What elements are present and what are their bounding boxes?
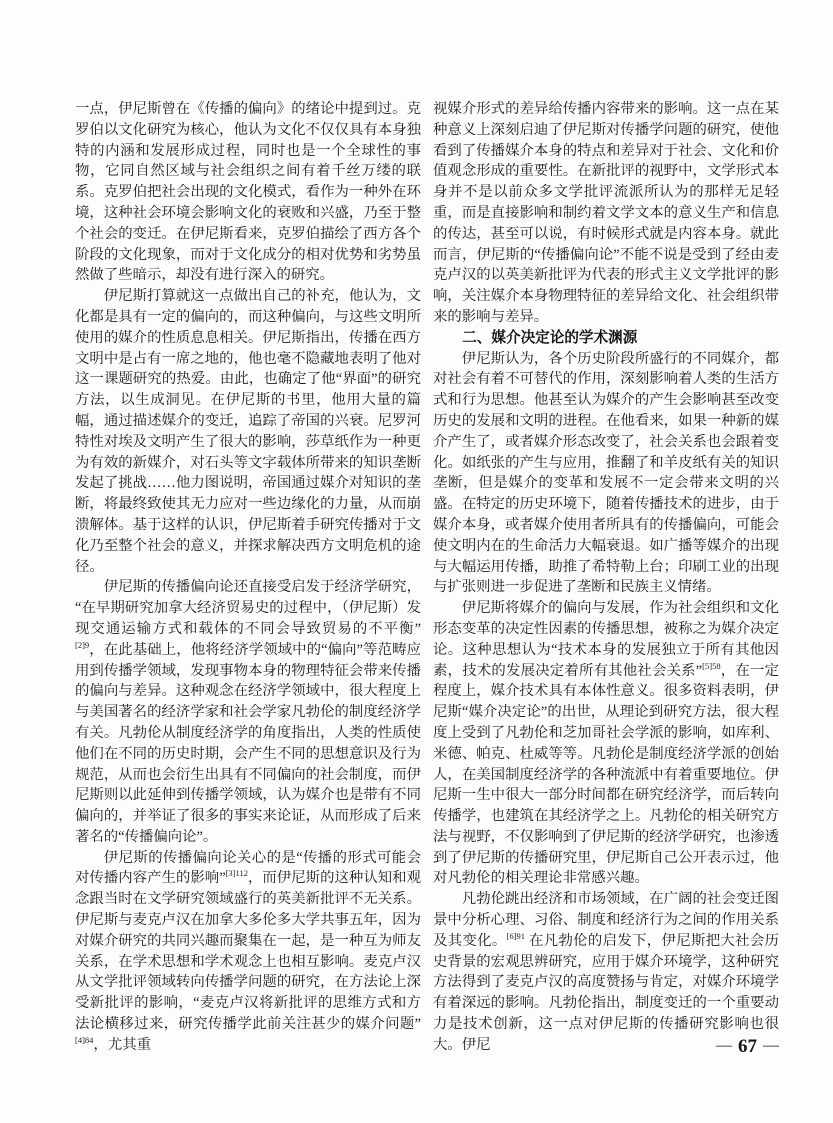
section-heading: 二、媒介决定论的学术渊源 <box>462 329 638 346</box>
page-number: 67 <box>738 1036 757 1057</box>
paragraph: 伊尼斯将媒介的偏向与发展，作为社会组织和文化形态变革的决定性因素的传播思想，被称之为媒介决定论。这种思想认为“技术本身的发展独立于所有其他因素，技术的发展决定着所有其他社会关系”$^{[5]58}$，在一定程度上，媒介技术具有本体性意义。很多资料表明，伊尼斯“媒介决定论”的出世，从理论到研究方法，很大程度上受到了凡勃伦和芝加哥社会学派的影响，如库利、米德、帕克、杜威等等。凡勃伦是制度经济学派的创始人，在美国制度经济学的各种流派中有着重要地位。伊尼斯一生中很大一部分时间都在研究经济学，而后转向传播学，也建筑在其经济学之上。凡勃伦的相关研究方法与视野，不仅影响到了伊尼斯的经济学研究，也渗透到了伊尼斯的传播研究里，伊尼斯自己公开表示过，他对凡勃伦的相关理论非常感兴趣。 <box>433 600 779 887</box>
citation-marker: [6]91 <box>506 931 526 942</box>
page-footer <box>433 1036 779 1058</box>
footer-right-dash: — <box>763 1037 779 1054</box>
paragraph: 伊尼斯的传播偏向论关心的是“传播的形式可能会对传播内容产生的影响”$^{[3]112}$，而伊尼斯的这种认知和观念跟当时在文学研究领域盛行的英美新批评不无关系。伊尼斯与麦克卢汉在加拿大多伦多大学共事五年，因为对媒介研究的共同兴趣而聚集在一起，是一种互为师友关系，在学术思想和学术观念上也相互影响。麦克卢汉从文学批评领域转向传播学问题的研究，在方法论上深受新批评的影响，“麦克卢汉将新批评的思维方式和方法论横移过来，研究传播学此前关注甚少的媒介问题”$^{[4]84}$，尤其重 <box>75 849 421 1053</box>
right-column <box>433 99 779 1056</box>
paragraph: 伊尼斯打算就这一点做出自己的补充，他认为，文化都是具有一定的偏向的，而这种偏向，与这些文明所使用的媒介的性质息息相关。伊尼斯指出，传播在西方文明中是占有一席之地的，他也毫不隐藏地表明了他对这一课题研究的热爱。由此，也确定了他“界面”的研究方法，以生成洞见。在伊尼斯的书里，他用大量的篇幅，通过描述媒介的变迁，追踪了帝国的兴衰。尼罗河特性对埃及文明产生了很大的影响，莎草纸作为一种更为有效的新媒介，对石头等文字载体所带来的知识垄断发起了挑战……他力图说明，帝国通过媒介对知识的垄断，将最终致使其无力应对一些边缘化的力量，从而崩溃解体。基于这样的认识，伊尼斯着手研究传播对于文化乃至整个社会的意义，并探求解决西方文明危机的途径。 <box>75 288 421 575</box>
citation-marker: [5]58 <box>702 660 721 671</box>
citation-marker: [4]84 <box>75 1035 94 1046</box>
citation-marker: [3]112 <box>225 868 248 879</box>
citation-marker: [2]9 <box>75 639 90 650</box>
paragraph: 伊尼斯认为，各个历史阶段所盛行的不同媒介，都对社会有着不可替代的作用，深刻影响着人类的生活方式和行为思想。他甚至认为媒介的产生会影响甚至改变历史的发展和文明的进程。在他看来，如果一种新的媒介产生了，或者媒介形态改变了，社会关系也会跟着变化。如纸张的产生与应用，推翻了和羊皮纸有关的知识垄断，但是媒介的变革和发展不一定会带来文明的兴盛。在特定的历史环境下，随着传播技术的进步，由于媒介本身，或者媒介使用者所具有的传播偏向，可能会使文明内在的生命活力大幅衰退。如广播等媒介的出现与大幅运用传播，助推了希特勒上台；印刷工业的出现与扩张则进一步促进了垄断和民族主义情绪。 <box>433 350 779 596</box>
footer-left-dash: — <box>716 1037 732 1054</box>
paragraph: 伊尼斯的传播偏向论还直接受启发于经济学研究，“在早期研究加拿大经济贸易史的过程中，（伊尼斯）发现交通运输方式和载体的不同会导致贸易的不平衡”$^{[2]9}$，在此基础上，他将经济学领域中的“偏向”等范畴应用到传播学领域，发现事物本身的物理特征会带来传播的偏向与差异。这种观念在经济学领域中，很大程度上与美国著名的经济学家和社会学家凡勃伦的制度经济学有关。凡勃伦从制度经济学的角度指出，人类的性质使他们在不同的历史时期，会产生不同的思想意识及行为规范，从而也会衍生出具有不同偏向的社会制度，而伊尼斯则以此延伸到传播学领域，认为媒介也是带有不同偏向的，并举证了很多的事实来论证，从而形成了后来著名的“传播偏向论”。 <box>75 579 421 845</box>
paragraph: 凡勃伦跳出经济和市场领域，在广阔的社会变迁图景中分析心理、习俗、制度和经济行为之间的作用关系及其变化。$^{[6]91}$ 在凡勃伦的启发下，伊尼斯把大社会历史背景的宏观思辨研究，应用于媒介环境学，这种研究方法得到了麦克卢汉的高度赞扬与肯定，对媒介环境学有着深远的影响。凡勃伦指出，制度变迁的一个重要动力是技术创新，这一点对伊尼斯的传播研究影响也很大。伊尼 <box>433 891 779 1053</box>
paragraph: 一点，伊尼斯曾在《传播的偏向》的绪论中提到过。克罗伯以文化研究为核心，他认为文化不仅仅具有本身独特的内涵和发展形成过程，同时也是一个全球性的事物，它同自然区域与社会组织之间有着千丝万缕的联系。克罗伯把社会出现的文化模式，看作为一种外在环境，这种社会环境会影响文化的衰败和兴盛，乃至于整个社会的变迁。在伊尼斯看来，克罗伯描绘了西方各个阶段的文化现象，而对于文化成分的相对优势和劣势虽然做了些暗示，却没有进行深入的研究。 <box>75 101 421 284</box>
paragraph: 视媒介形式的差异给传播内容带来的影响。这一点在某种意义上深刻启迪了伊尼斯对传播学问题的研究，使他看到了传播媒介本身的特点和差异对于社会、文化和价值观念形成的重要性。在新批评的视野中，文学形式本身并不是以前众多文学批评流派所认为的那样无足轻重，而是直接影响和制约着文学文本的意义生产和信息的传达，甚至可以说，有时候形式就是内容本身。就此而言，伊尼斯的“传播偏向论”不能不说是受到了经由麦克卢汉的以英美新批评为代表的形式主义文学批评的影响，关注媒介本身物理特征的差异给文化、社会组织带来的影响与差异。 <box>433 101 779 325</box>
left-column <box>75 99 421 1056</box>
